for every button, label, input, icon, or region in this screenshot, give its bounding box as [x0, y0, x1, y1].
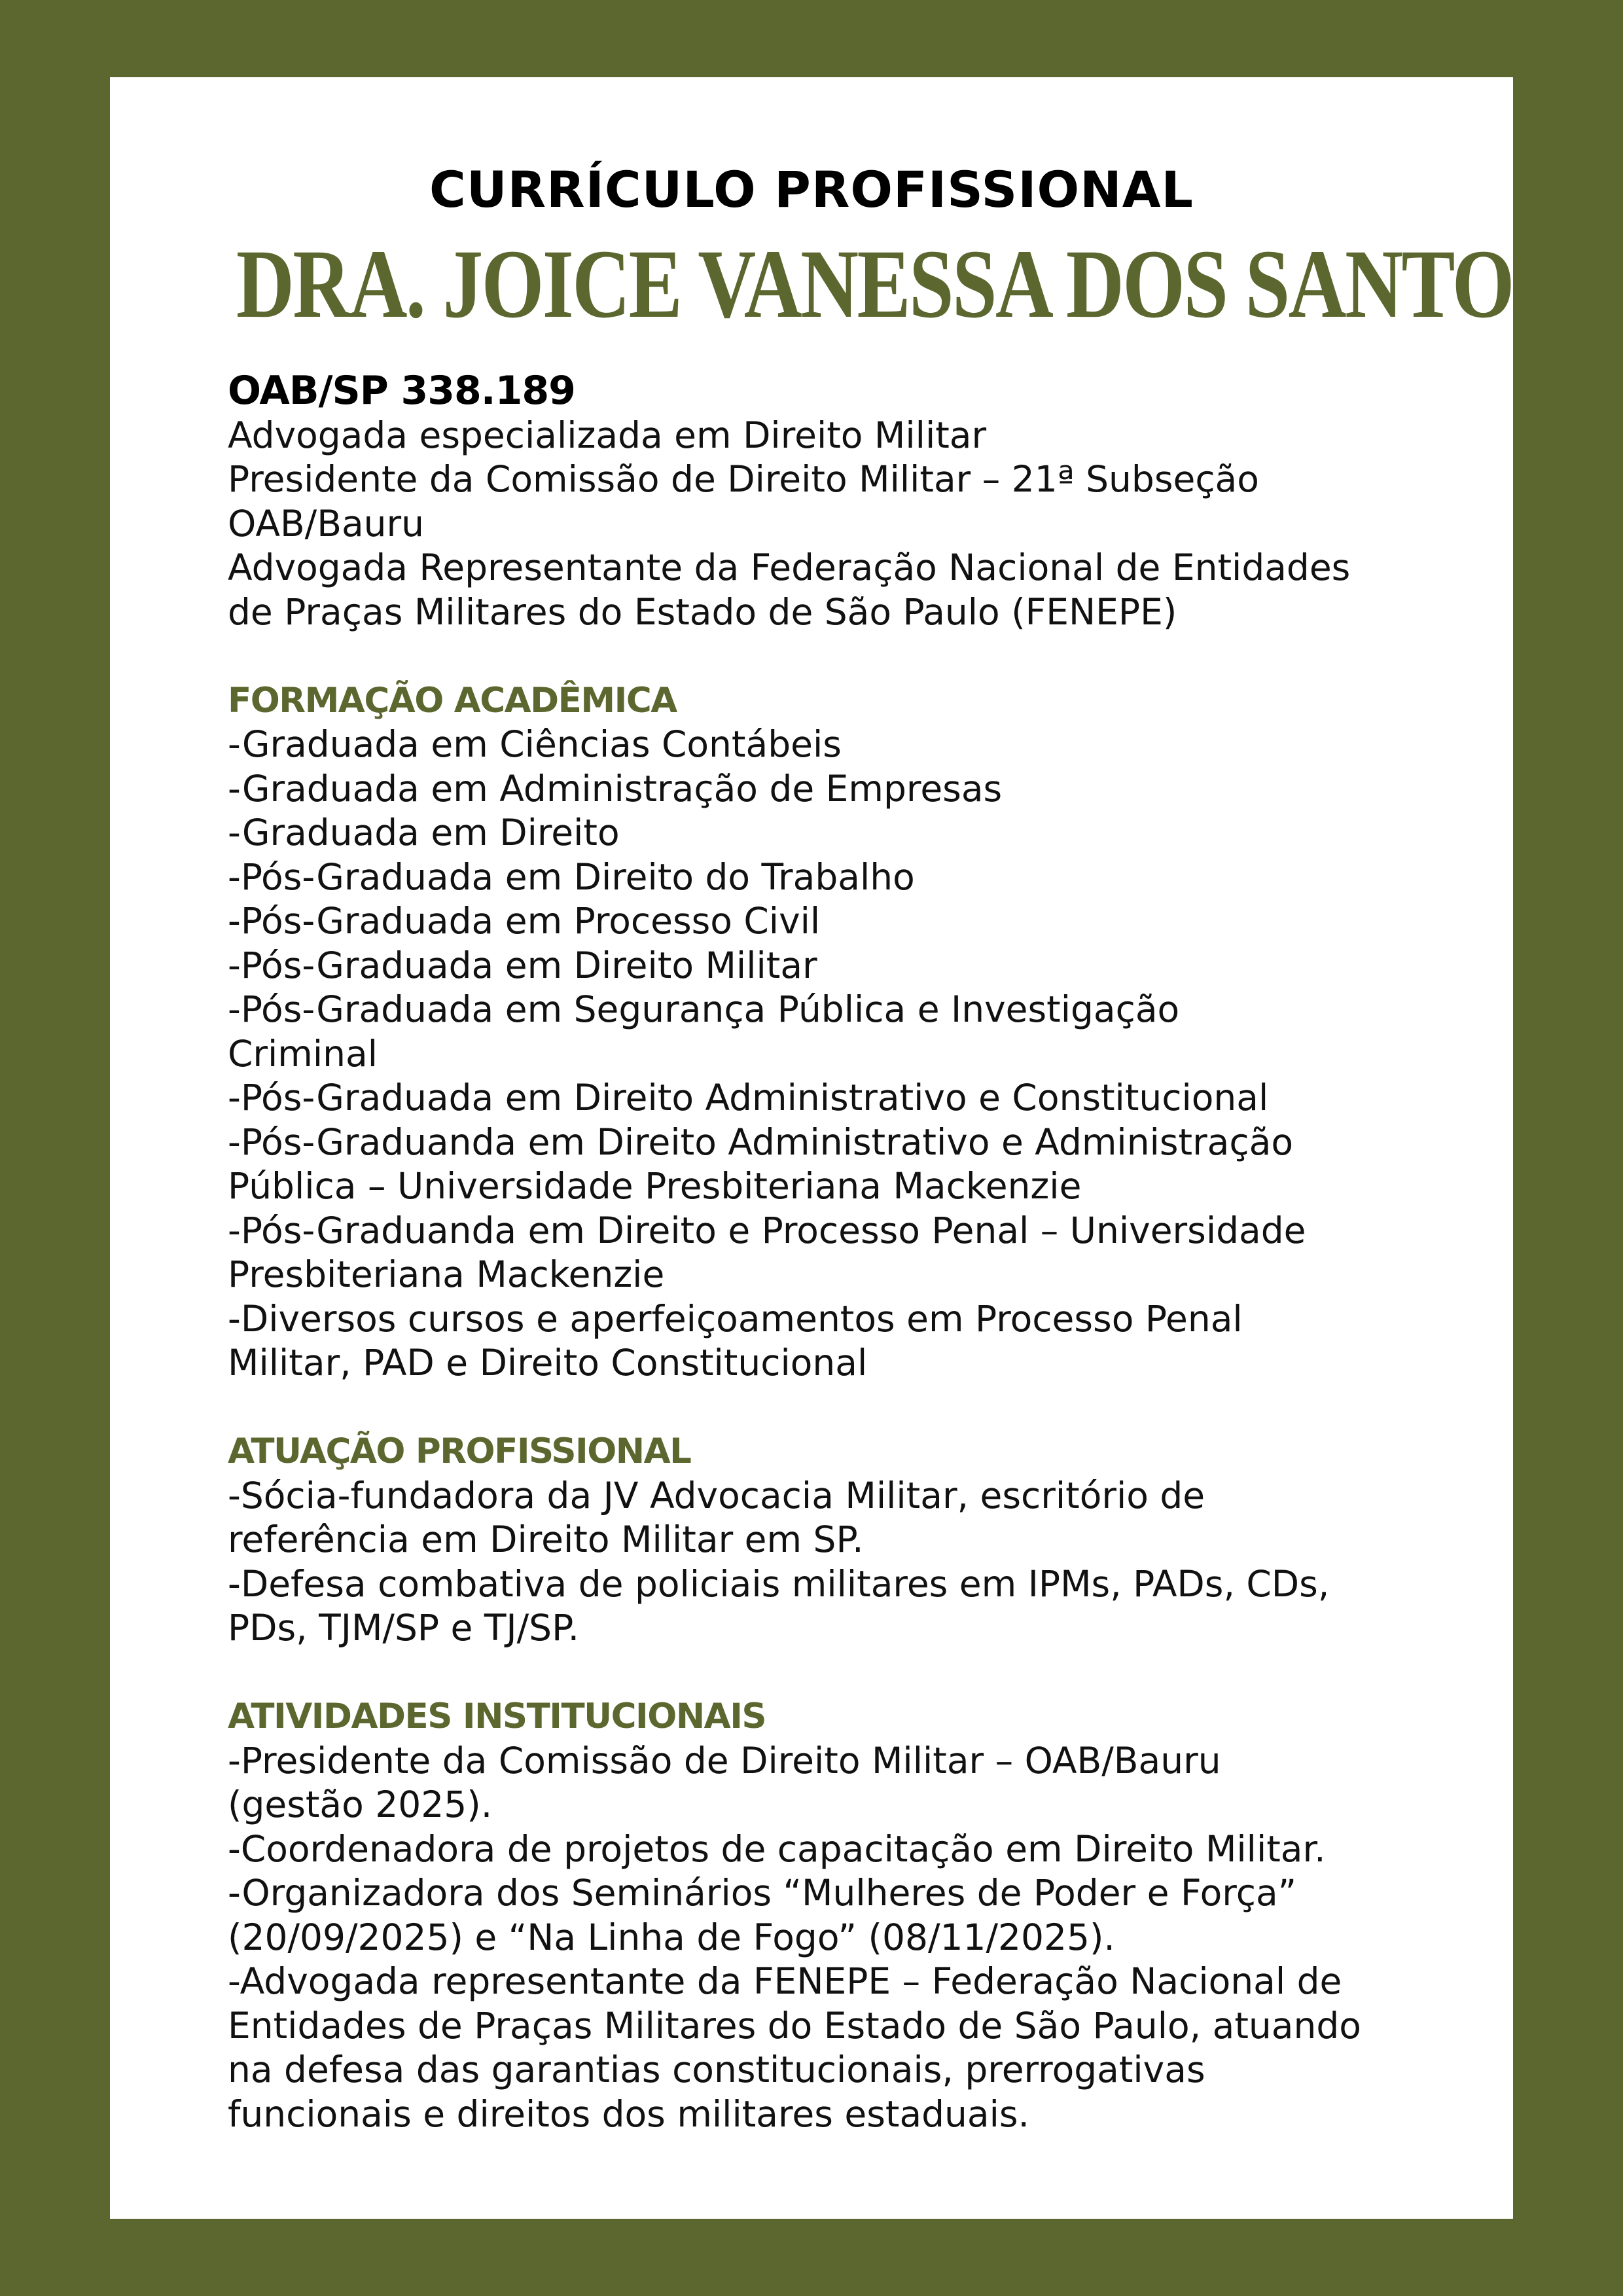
list-item: (gestão 2025).	[228, 1784, 493, 1825]
list-item: Pública – Universidade Presbiteriana Mackenzie	[228, 1165, 1082, 1207]
list-item: -Sócia-fundadora da JV Advocacia Militar, escritório de	[228, 1474, 1205, 1516]
list-item: PDs, TJM/SP e TJ/SP.	[228, 1607, 580, 1649]
profile-line: Advogada Representante da Federação Nacional de Entidades	[228, 547, 1351, 588]
list-item: -Graduada em Ciências Contábeis	[228, 723, 842, 765]
list-item: -Pós-Graduada em Direito Militar	[228, 944, 817, 986]
section-formacao-academica	[228, 679, 1432, 1386]
list-item: -Coordenadora de projetos de capacitação em Direito Militar.	[228, 1827, 1326, 1870]
list-item: -Pós-Graduanda em Direito Administrativo e Administração	[228, 1121, 1293, 1163]
section-atuacao-profissional	[228, 1429, 1432, 1651]
section-list	[228, 1739, 1432, 2137]
list-item: -Diversos cursos e aperfeiçoamentos em Processo Penal	[228, 1297, 1243, 1340]
list-item: funcionais e direitos dos militares estaduais.	[228, 2092, 1030, 2135]
section-atividades-institucionais	[228, 1695, 1432, 2136]
list-item: -Pós-Graduada em Direito Administrativo e Constitucional	[228, 1077, 1269, 1119]
list-item: -Graduada em Administração de Empresas	[228, 767, 1003, 810]
list-item: -Defesa combativa de policiais militares em IPMs, PADs, CDs,	[228, 1562, 1330, 1605]
profile-block	[228, 414, 1432, 635]
document-title: CURRÍCULO PROFISSIONAL	[429, 160, 1194, 219]
list-item: Militar, PAD e Direito Constitucional	[228, 1342, 868, 1384]
section-list	[228, 723, 1432, 1386]
list-item: Presbiteriana Mackenzie	[228, 1253, 665, 1295]
list-item: (20/09/2025) e “Na Linha de Fogo” (08/11/2025).	[228, 1916, 1115, 1958]
document-body	[228, 369, 1432, 2136]
list-item: -Pós-Graduada em Segurança Pública e Investigação	[228, 988, 1180, 1030]
list-item: na defesa das garantias constitucionais, prerrogativas	[228, 2049, 1205, 2090]
list-item: -Graduada em Direito	[228, 812, 620, 853]
oab-registration: OAB/SP 338.189	[228, 368, 575, 414]
list-item: referência em Direito Militar em SP.	[228, 1518, 864, 1560]
document-page	[110, 77, 1556, 2219]
section-list	[228, 1474, 1432, 1651]
profile-line: Presidente da Comissão de Direito Militar – 21ª Subseção	[228, 458, 1259, 500]
section-title: FORMAÇÃO ACADÊMICA	[228, 680, 677, 721]
list-item: -Pós-Graduanda em Direito e Processo Penal – Universidade	[228, 1209, 1306, 1251]
list-item: -Presidente da Comissão de Direito Militar – OAB/Bauru	[228, 1739, 1221, 1782]
profile-line: Advogada especializada em Direito Militar	[228, 414, 987, 456]
profile-line: OAB/Bauru	[228, 502, 424, 545]
section-title: ATIVIDADES INSTITUCIONAIS	[228, 1696, 766, 1736]
list-item: -Pós-Graduada em Processo Civil	[228, 900, 821, 942]
list-item: -Pós-Graduada em Direito do Trabalho	[228, 855, 915, 898]
person-name: DRA. JOICE VANESSA DOS SANTOS	[236, 230, 1556, 338]
list-item: Entidades de Praças Militares do Estado de São Paulo, atuando	[228, 2004, 1361, 2047]
list-item: -Organizadora dos Seminários “Mulheres de Poder e Força”	[228, 1872, 1297, 1914]
section-title: ATUAÇÃO PROFISSIONAL	[228, 1431, 691, 1471]
list-item: Criminal	[228, 1032, 378, 1075]
list-item: -Advogada representante da FENEPE – Federação Nacional de	[228, 1960, 1342, 2002]
profile-line: de Praças Militares do Estado de São Paulo (FENEPE)	[228, 590, 1177, 633]
